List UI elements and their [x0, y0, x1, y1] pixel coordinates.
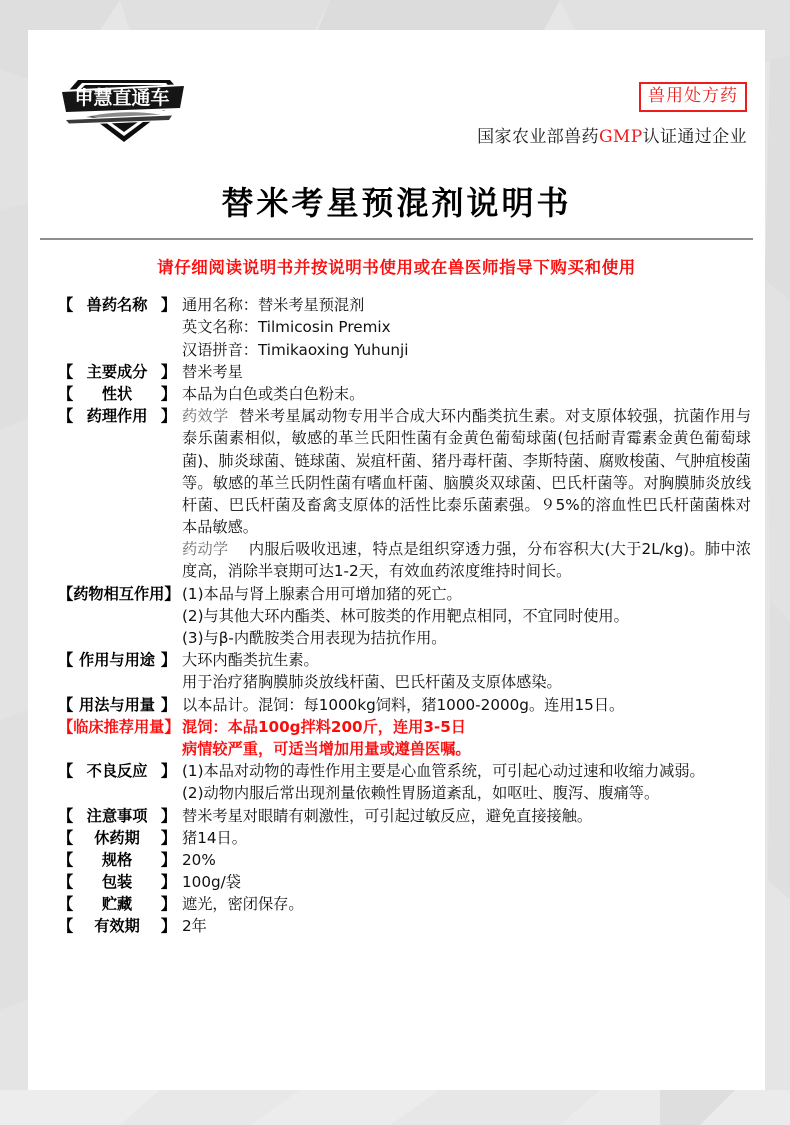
- row-property: [58, 383, 751, 405]
- pharmacokinetics-text: 内服后吸收迅速，特点是组织穿透力强，分布容积大(大于2L/kg)。肺中浓度高，消除半衰期可达1-2天，有效血药浓度维持时间长。: [182, 540, 752, 581]
- label-spec-text: 规格: [101, 850, 133, 869]
- content-pharmacology: [176, 405, 751, 583]
- pharmacokinetics-term: 药动学: [182, 540, 229, 559]
- pharmacokinetics-block: [182, 538, 751, 582]
- clinical-dosage-line: 混饲：本品100g拌料200斤，连用3-5日: [182, 717, 466, 736]
- adverse-item: (2)动物内服后常出现剂量依赖性胃肠道紊乱，如呕吐、腹泻、腹痛等。: [182, 784, 660, 803]
- pharmacodynamics-text: 替米考星属动物专用半合成大环内酯类抗生素。对支原体较强，抗菌作用与泰乐菌素相似，敏感的革兰氏阳性菌有金黄色葡萄球菌(包括耐青霉素金黄色葡萄球菌)、肺炎球菌、链球菌、炭疽杆菌、猪丹毒杆菌、李斯特菌、腐败梭菌、气肿疽梭菌等。敏感的革兰氏阴性菌有嗜血杆菌、脑膜炎双球菌、巴氏杆菌等。对胸膜肺炎放线杆菌、巴氏杆菌及畜禽支原体的活性比泰乐菌素强。９5%的溶血性巴氏杆菌菌株对本品敏感。: [182, 407, 752, 537]
- content-ingredient: 替米考星: [182, 362, 243, 381]
- clinical-dosage-line: 病情较严重，可适当增加用量或遵兽医嘱。: [182, 739, 471, 758]
- logo-wordmark: 申慧直通车: [74, 87, 170, 109]
- drug-generic-name: [182, 294, 751, 316]
- english-name-value: Tilmicosin Premix: [257, 318, 391, 337]
- logo-icon: [58, 62, 190, 146]
- row-interactions: [58, 583, 751, 650]
- row-indications: [58, 649, 751, 693]
- row-spec: [58, 849, 751, 871]
- label-package-text: 包装: [101, 873, 133, 892]
- label-ingredient-text: 主要成分: [86, 362, 148, 381]
- label-storage: 【 贮藏 】: [58, 893, 176, 915]
- label-drug-name: 【 兽药名称 】: [58, 294, 176, 316]
- gmp-accent: GMP: [598, 127, 643, 147]
- pinyin-value: Timikaoxing Yuhunji: [257, 340, 409, 359]
- label-interactions: 【药物相互作用】: [58, 584, 180, 603]
- label-pharmacology: 【 药理作用 】: [58, 405, 176, 427]
- label-pharmacology-text: 药理作用: [86, 407, 148, 426]
- pharmacodynamics-term: 药效学: [182, 407, 229, 426]
- label-precautions-text: 注意事项: [86, 806, 148, 825]
- label-validity-text: 有效期: [94, 917, 140, 936]
- page-title: 替米考星预混剂说明书: [221, 184, 572, 222]
- label-indications-text: 作用与用途: [79, 651, 155, 670]
- row-withdrawal: [58, 827, 751, 849]
- company-logo: [58, 62, 190, 146]
- drug-english-name: [182, 316, 751, 338]
- label-precautions: 【 注意事项 】: [58, 805, 176, 827]
- english-name-label: 英文名称：: [182, 318, 258, 337]
- warning-subtitle: 请仔细阅读说明书并按说明书使用或在兽医师指导下购买和使用: [157, 258, 636, 278]
- drug-pinyin-name: [182, 339, 751, 361]
- content-dosage: 以本品计。混饲：每1000kg饲料，猪1000-2000g。连用15日。: [182, 695, 625, 714]
- label-indications: 【 作用与用途 】: [58, 649, 176, 671]
- content-property: 本品为白色或类白色粉末。: [182, 384, 365, 403]
- label-interactions-text: 药物相互作用: [73, 584, 165, 603]
- row-precautions: [58, 805, 751, 827]
- content-clinical-dosage: [176, 716, 751, 760]
- indication-line: 用于治疗猪胸膜肺炎放线杆菌、巴氏杆菌及支原体感染。: [182, 673, 562, 692]
- content-drug-name: [176, 294, 751, 361]
- label-spec: 【 规格 】: [58, 849, 176, 871]
- label-dosage: 【 用法与用量 】: [58, 694, 176, 716]
- label-clinical-dosage: 【临床推荐用量】: [58, 717, 180, 736]
- label-storage-text: 贮藏: [101, 895, 133, 914]
- content-storage: 遮光，密闭保存。: [182, 895, 304, 914]
- content-adverse: [176, 760, 751, 804]
- content-withdrawal: 猪14日。: [182, 828, 247, 847]
- interaction-item: (1)本品与肾上腺素合用可增加猪的死亡。: [182, 584, 462, 603]
- label-property-text: 性状: [101, 384, 133, 403]
- document-card: [28, 30, 765, 1090]
- interaction-item: (2)与其他大环内酯类、林可胺类的作用靶点相同，不宜同时使用。: [182, 606, 629, 625]
- pinyin-label: 汉语拼音：: [182, 340, 258, 359]
- label-property: 【 性状 】: [58, 383, 176, 405]
- document-header: [28, 30, 765, 150]
- indication-line: 大环内酯类抗生素。: [182, 651, 319, 670]
- row-storage: [58, 893, 751, 915]
- label-withdrawal: 【 休药期 】: [58, 827, 176, 849]
- gmp-suffix: 认证通过企业: [642, 127, 747, 147]
- row-validity: [58, 915, 751, 937]
- row-ingredient: [58, 361, 751, 383]
- content-validity: 2年: [182, 917, 207, 936]
- row-clinical-dosage: [58, 716, 751, 760]
- adverse-item: (1)本品对动物的毒性作用主要是心血管系统，可引起心动过速和收缩力减弱。: [182, 762, 705, 781]
- row-drug-name: [58, 294, 751, 361]
- label-withdrawal-text: 休药期: [94, 828, 140, 847]
- content-interactions: [176, 583, 751, 650]
- gmp-certification-line: [477, 122, 747, 147]
- row-pharmacology: [58, 405, 751, 583]
- title-divider: [40, 238, 753, 240]
- pharmacodynamics-block: [182, 405, 751, 538]
- row-dosage: [58, 694, 751, 716]
- label-clinical-dosage-text: 临床推荐用量: [73, 717, 165, 736]
- specification-body: [28, 294, 765, 937]
- interaction-item: (3)与β-内酰胺类合用表现为拮抗作用。: [182, 629, 447, 647]
- label-dosage-text: 用法与用量: [79, 695, 155, 714]
- label-validity: 【 有效期 】: [58, 915, 176, 937]
- content-precautions: 替米考星对眼睛有刺激性，可引起过敏反应，避免直接接触。: [182, 806, 593, 825]
- generic-name-value: 替米考星预混剂: [257, 296, 365, 315]
- label-adverse-text: 不良反应: [86, 762, 148, 781]
- gmp-prefix: 国家农业部兽药: [477, 127, 599, 147]
- label-ingredient: 【 主要成分 】: [58, 361, 176, 383]
- label-adverse: 【 不良反应 】: [58, 760, 176, 782]
- content-indications: [176, 649, 751, 693]
- content-spec: 20%: [182, 850, 216, 869]
- content-package: 100g/袋: [182, 873, 241, 892]
- prescription-badge: 兽用处方药: [639, 82, 747, 112]
- label-drug-name-text: 兽药名称: [86, 296, 148, 315]
- row-adverse: [58, 760, 751, 804]
- row-package: [58, 871, 751, 893]
- generic-name-label: 通用名称：: [182, 296, 258, 315]
- label-package: 【 包装 】: [58, 871, 176, 893]
